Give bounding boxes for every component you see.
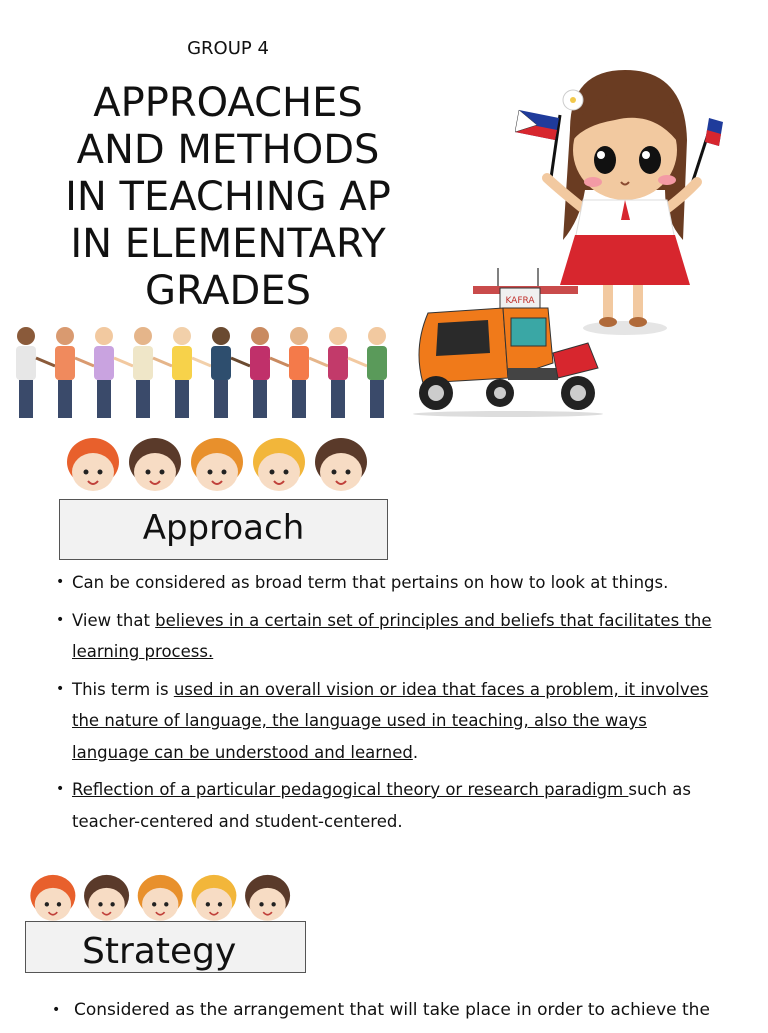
- bullet-text: .: [412, 742, 419, 762]
- title-line: AND METHODS: [76, 127, 380, 173]
- bullet-item: [56, 674, 726, 769]
- group-label: GROUP 4: [187, 38, 269, 59]
- strategy-bullet-list: [52, 995, 752, 1033]
- cartoon-kids-icon: [55, 432, 390, 502]
- tricycle-icon: [408, 268, 608, 418]
- page-title: [30, 80, 426, 315]
- bullet-text: believes in a certain set of principles and beliefs that facilitates the learning process.: [72, 610, 712, 661]
- bullet-text: Considered as the arrangement that will take place in order to achieve the: [74, 1000, 710, 1020]
- bullet-text: Can be considered as broad term that pertains on how to look at things.: [72, 573, 669, 592]
- bullet-text: Reflection of a particular pedagogical theory or research paradigm: [72, 780, 629, 799]
- people-holding-hands-icon: [8, 318, 400, 428]
- bullet-item: [56, 567, 726, 599]
- bullet-text: used in an overall vision or idea that faces a problem, it involves the nature of language, the language used in teaching, also the ways language can be understood and learned: [72, 679, 709, 762]
- bullet-item: [52, 995, 752, 1027]
- title-line: GRADES: [145, 268, 311, 314]
- tricycle-sign: KAFRA: [505, 296, 535, 306]
- title-line: IN TEACHING AP: [65, 174, 391, 220]
- approach-bullet-list: [56, 567, 726, 843]
- bullet-text: This term is: [72, 679, 174, 699]
- bullet-text: such as teacher-centered and student-centered.: [72, 780, 691, 831]
- title-line: IN ELEMENTARY: [70, 221, 386, 267]
- bullet-item: [56, 774, 726, 837]
- bullet-item: [56, 605, 726, 668]
- bullet-text: View that: [72, 610, 156, 630]
- approach-heading: Approach: [59, 499, 388, 560]
- strategy-heading: Strategy: [25, 921, 306, 973]
- title-line: APPROACHES: [93, 80, 363, 126]
